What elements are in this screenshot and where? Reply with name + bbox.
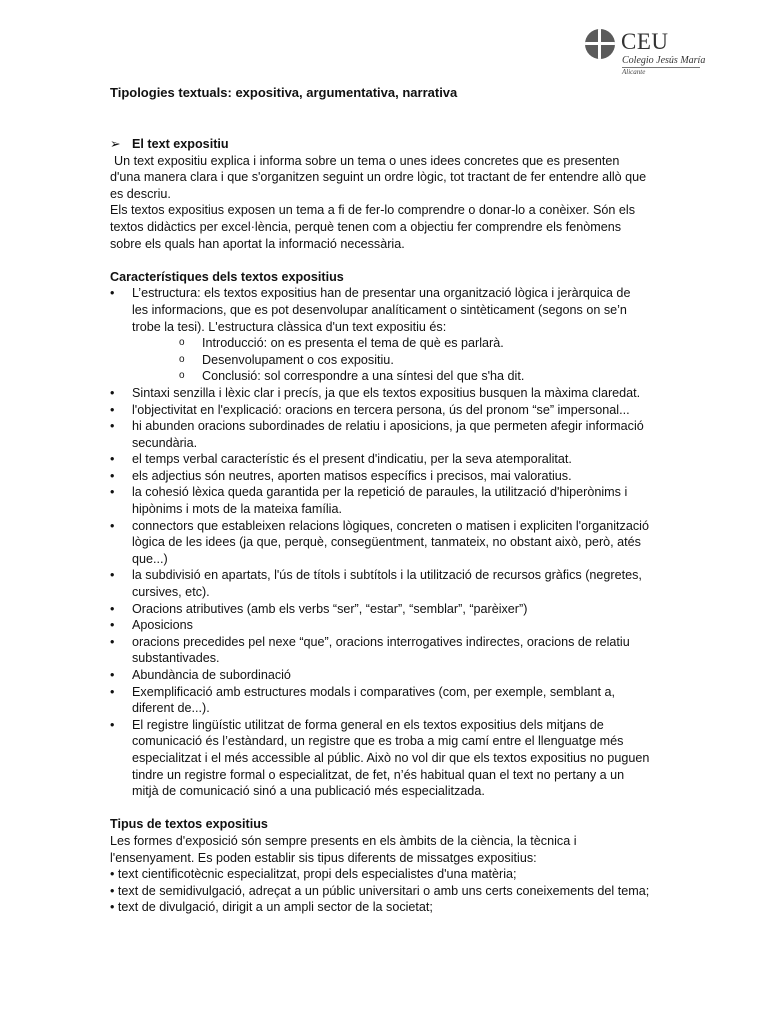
list-item xyxy=(110,402,650,419)
list-item-text: connectors que estableixen relacions lògiques, concreten o matisen i expliciten l'organització lògica de les idees (ja que, perquè, consegüentment, tanmateix, no obstant això, però, atés que...) xyxy=(132,518,649,566)
section-heading-label: El text expositiu xyxy=(132,137,229,151)
circle-bullet-icon: o xyxy=(179,370,185,382)
list-item xyxy=(110,567,650,600)
spacer xyxy=(110,252,650,269)
list-item xyxy=(110,634,650,667)
list-item-text: l'objectivitat en l'explicació: oracions en tercera persona, ús del pronom “se” impersonal... xyxy=(132,402,630,417)
bullet-icon: • xyxy=(110,452,115,467)
list-item xyxy=(110,518,650,568)
bullet-icon: • xyxy=(110,684,115,699)
ceu-logo xyxy=(585,27,715,77)
logo-city: Alicante xyxy=(622,68,646,76)
bullet-icon: • xyxy=(110,402,115,417)
bullet-icon: • xyxy=(110,618,115,633)
list-item xyxy=(110,717,650,800)
structure-sublist xyxy=(132,335,650,385)
list-item-text: hi abunden oracions subordinades de relatiu i aposicions, ja que permeten afegir informació secundària. xyxy=(132,419,644,450)
list-item-text: Oracions atributives (amb els verbs “ser”, “estar”, “semblar”, “parèixer”) xyxy=(132,601,528,616)
circle-bullet-icon: o xyxy=(179,353,185,365)
list-item-text: Aposicions xyxy=(132,618,193,633)
bullet-icon: • xyxy=(110,717,115,732)
list-item-text: Abundància de subordinació xyxy=(132,668,291,682)
bullet-icon: • xyxy=(110,568,115,583)
sublist-item-text: Conclusió: sol correspondre a una síntesi del que s'ha dit. xyxy=(202,369,525,384)
list-item xyxy=(110,484,650,517)
arrow-bullet-icon: ➢ xyxy=(110,137,121,151)
list-item-text: Exemplificació amb estructures modals i comparatives (com, per exemple, semblant a, diferent de...). xyxy=(132,684,615,716)
list-item-text: Sintaxi senzilla i lèxic clar i precís, ja que els textos expositius busquen la màxima claredat. xyxy=(132,385,641,400)
list-item-text: L’estructura: els textos expositius han de presentar una organització lògica i jeràrquica de les informacions, que es pot desenvolupar analíticament o sintèticament (segons on se’n trobe la tesi). L'estructura clàssica d'un text expositiu és: xyxy=(132,286,631,334)
bullet-icon: • xyxy=(110,601,115,616)
list-item xyxy=(110,418,650,451)
list-item xyxy=(110,468,650,485)
paragraph: Els textos expositius exposen un tema a fi de fer-lo comprendre o donar-lo a conèixer. Són els textos didàctics per excel·lència, perquè tenen com a objectiu fer comprendre els fenòmens sobre els quals han aportat la informació necessària. xyxy=(110,203,636,251)
bullet-icon: • xyxy=(110,485,115,500)
logo-subtitle: Colegio Jesús María xyxy=(622,55,706,66)
spacer xyxy=(110,800,650,817)
list-item-text: El registre lingüístic utilitzat de forma general en els textos expositius dels mitjans de comunicació és l’estàndard, un registre que es troba a mig camí entre el llenguatge més especialitzat i el més accessible al públic. Això no vol dir que els textos expositius no puguen tindre un registre formal o especialitzat, de fet, n’és habitual quan el text no pertany a un mitjà de comunicació sinó a una publicació més especialitzada. xyxy=(132,717,650,799)
section-heading-tipus: Tipus de textos expositius xyxy=(110,817,268,832)
list-item-text: el temps verbal característic és el present d'indicatiu, per la seva atemporalitat. xyxy=(132,452,572,467)
logo-name: CEU xyxy=(621,29,669,54)
characteristics-list xyxy=(110,285,650,799)
sublist-item xyxy=(132,335,650,352)
list-item-text: oracions precedides pel nexe “que”, oracions interrogatives indirectes, oracions de relatiu substantivades. xyxy=(132,634,630,666)
bullet-icon: • xyxy=(110,286,115,301)
paragraph: Les formes d'exposició són sempre presents en els àmbits de la ciència, la tècnica i l'ensenyament. Es poden establir sis tipus diferents de missatges expositius: xyxy=(110,833,577,865)
list-item xyxy=(110,601,650,618)
bullet-icon: • xyxy=(110,419,115,434)
section-heading-expositiu xyxy=(110,136,650,153)
document-body xyxy=(110,136,650,916)
list-item xyxy=(110,684,650,717)
list-item xyxy=(110,385,650,402)
circle-bullet-icon: o xyxy=(179,337,185,349)
type-item: • text de semidivulgació, adreçat a un públic universitari o amb uns certs coneixements del tema; xyxy=(110,883,650,898)
bullet-icon: • xyxy=(110,468,115,483)
list-item xyxy=(110,617,650,634)
bullet-icon: • xyxy=(110,668,115,682)
sublist-item-text: Desenvolupament o cos expositiu. xyxy=(202,352,394,367)
list-item xyxy=(110,667,650,684)
section-heading-caracteristiques: Característiques dels textos expositius xyxy=(110,269,344,284)
sublist-item xyxy=(132,368,650,385)
list-item-text: els adjectius són neutres, aporten matisos específics i precisos, mai valoratius. xyxy=(132,468,572,483)
type-item: • text de divulgació, dirigit a un ampli sector de la societat; xyxy=(110,900,433,915)
list-item xyxy=(110,285,650,385)
bullet-icon: • xyxy=(110,518,115,533)
list-item-text: la cohesió lèxica queda garantida per la repetició de paraules, la utilització d'hiperònims i hipònims i mots de la mateixa família. xyxy=(132,485,628,517)
list-item xyxy=(110,451,650,468)
document-title: Tipologies textuals: expositiva, argumentativa, narrativa xyxy=(110,85,458,100)
type-item: • text cientificotècnic especialitzat, propi dels especialistes d'una matèria; xyxy=(110,867,517,882)
bullet-icon: • xyxy=(110,634,115,649)
paragraph: Un text expositiu explica i informa sobre un tema o unes idees concretes que es presenten d'una manera clara i que s'organitzen seguint un ordre lògic, tot tractant de fer entendre allò que es descriu. xyxy=(110,153,647,201)
sublist-item xyxy=(132,352,650,369)
list-item-text: la subdivisió en apartats, l'ús de títols i subtítols i la utilització de recursos gràfics (negretes, cursives, etc). xyxy=(132,568,642,600)
bullet-icon: • xyxy=(110,385,115,400)
ceu-emblem-icon xyxy=(585,29,615,59)
sublist-item-text: Introducció: on es presenta el tema de què es parlarà. xyxy=(202,336,504,351)
